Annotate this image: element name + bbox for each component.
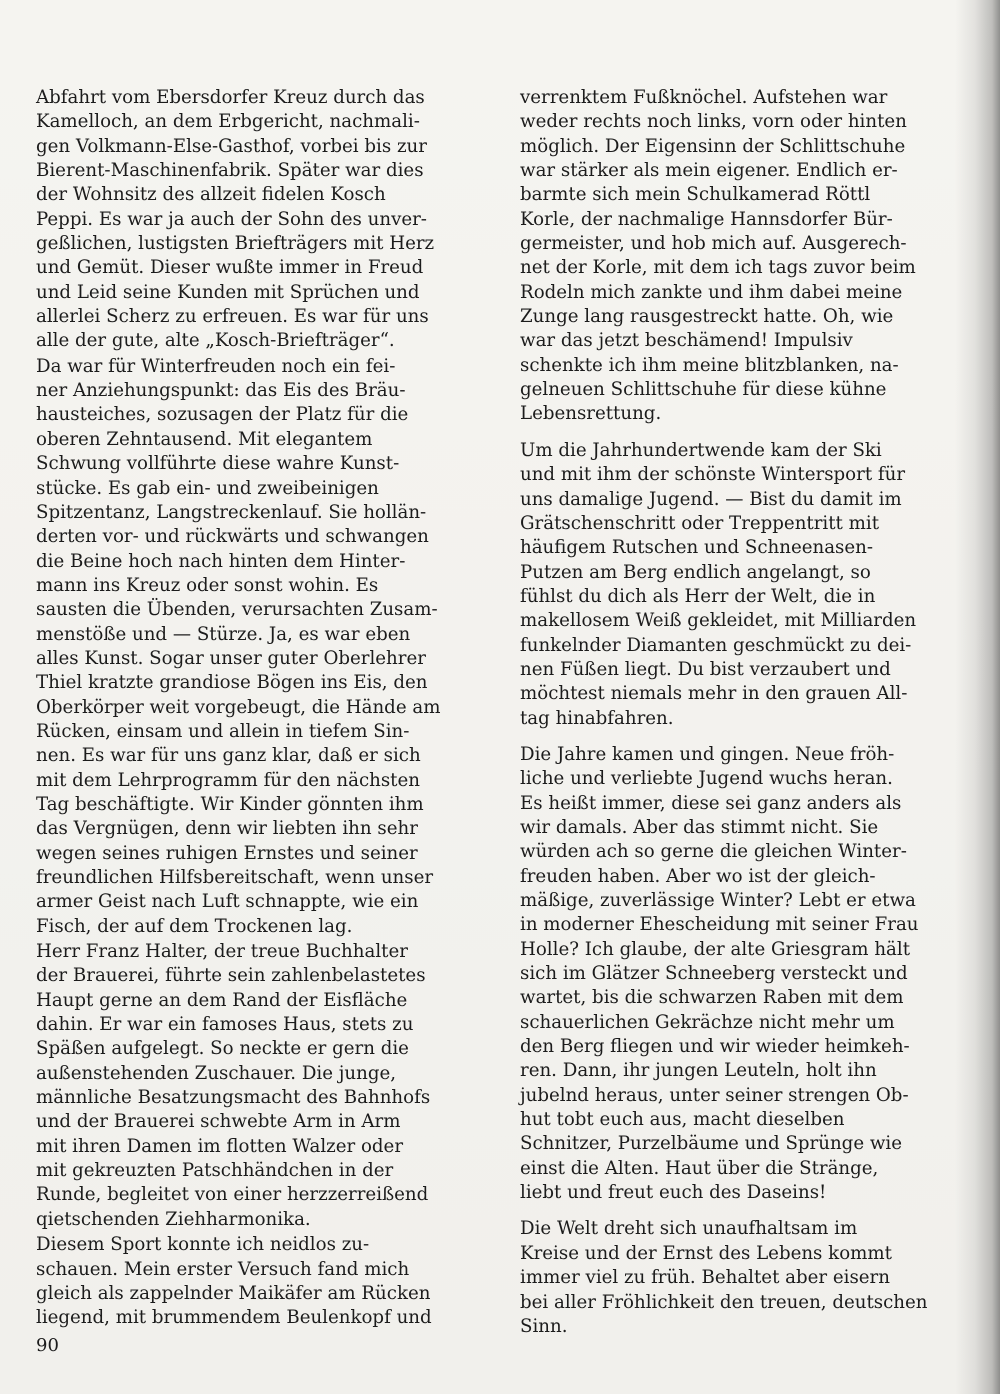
paragraph-jahrhundertwende: Um die Jahrhundertwende kam der Ski und mit ihm der schönste Wintersport für uns damalige Jugend. — Bist du damit im Grätschenschritt oder Treppentritt mit häufigem Rutschen und Schneenasen- Putzen am Berg endlich angelangt, so fühlst du dich als Herr der Welt, die in makellosem Weiß gekleidet, mit Milliarden funkelnder Diamanten geschmückt zu dei- nen Füßen liegt. Du bist verzaubert und möchtest niemals mehr in den grauen All- tag hinabfahren. <box>520 439 917 729</box>
right-text-column <box>520 86 975 1339</box>
paragraph-franz-halter: Herr Franz Halter, der treue Buchhalter der Brauerei, führte sein zahlenbelastetes Haupt gerne an dem Rand der Eisfläche dahin. Er war ein famoses Haus, stets zu Späßen aufgelegt. So neckte er gern die außenstehenden Zuschauer. Die junge, männliche Besatzungsmacht des Bahnhofs und der Brauerei schwebte Arm in Arm mit ihren Damen im flotten Walzer oder mit gekreuzten Patschhändchen in der Runde, begleitet von einer herzzerreißend qietschenden Ziehharmonika. <box>36 941 431 1230</box>
paragraph-diesem-sport: Diesem Sport konnte ich neidlos zu- schauen. Mein erster Versuch fand mich gleich als zappelnder Maikäfer am Rücken liegend, mit brummendem Beulenkopf und <box>36 1234 432 1329</box>
paragraph-abfahrt: Abfahrt vom Ebersdorfer Kreuz durch das Kamelloch, an dem Erbgericht, nachmali- gen Volkmann-Else-Gasthof, vorbei bis zur Bierent-Maschinenfabrik. Später war dies der Wohnsitz des allzeit fidelen Kosch Peppi. Es war ja auch der Sohn des unver- geßlichen, lustigsten Briefträgers mit Herz und Gemüt. Dieser wußte immer in Freud und Leid seine Kunden mit Sprüchen und allerlei Scherz zu erfreuen. Es war für uns alle der gute, alte „Kosch-Briefträger“. <box>36 87 435 352</box>
paragraph-die-jahre: Die Jahre kamen und gingen. Neue fröh- liche und verliebte Jugend wuchs heran. Es heißt immer, diese sei ganz anders als wir damals. Aber das stimmt nicht. Sie würden ach so gerne die gleichen Winter- freuden haben. Aber wo ist der gleich- mäßige, zuverlässige Winter? Lebt er etwa in moderner Ehescheidung mit seiner Frau Holle? Ich glaube, der alte Griesgram hält sich im Glätzer Schneeberg versteckt und wartet, bis die schwarzen Raben mit dem schauerlichen Gekrächze nicht mehr um den Berg fliegen und wir wieder heimkeh- ren. Dann, ihr jungen Leuteln, holt ihn jubelnd heraus, unter seiner strengen Ob- hut tobt euch aus, macht dieselben Schnitzer, Purzelbäume und Sprünge wie einst die Alten. Haut über die Stränge, liebt und freut euch des Daseins! <box>520 743 919 1204</box>
paragraph-verrenktem: verrenktem Fußknöchel. Aufstehen war weder rechts noch links, vorn oder hinten möglich. Der Eigensinn der Schlittschuhe war stärker als mein eigener. Endlich er- barmte sich mein Schulkamerad Röttl Korle, der nachmalige Hannsdorfer Bür- germeister, und hob mich auf. Ausgerech- net der Korle, mit dem ich tags zuvor beim Rodeln mich zankte und ihm dabei meine Zunge lang rausgestreckt hatte. Oh, wie war das jetzt beschämend! Impulsiv schenkte ich ihm meine blitzblanken, na- gelneuen Schlittschuhe für diese kühne Lebensrettung. <box>520 87 916 425</box>
paragraph-winterfreuden: Da war für Winterfreuden noch ein fei- ner Anziehungspunkt: das Eis des Bräu- hausteiches, sozusagen der Platz für die oberen Zehntausend. Mit elegantem Schwung vollführte diese wahre Kunst- stücke. Es gab ein- und zweibeinigen Spitzentanz, Langstreckenlauf. Sie hollän- derten vor- und rückwärts und schwangen die Beine hoch nach hinten dem Hinter- mann ins Kreuz oder sonst wohin. Es sausten die Übenden, verursachten Zusam- menstöße und — Stürze. Ja, es war eben alles Kunst. Sogar unser guter Oberlehrer Thiel kratzte grandiose Bögen ins Eis, den Oberkörper weit vorgebeugt, die Hände am Rücken, einsam und allein in tiefem Sin- nen. Es war für uns ganz klar, daß er sich mit dem Lehrprogramm für den nächsten Tag beschäftigte. Wir Kinder gönnten ihm das Vergnügen, denn wir liebten ihn sehr wegen seines ruhigen Ernstes und seiner freundlichen Hilfsbereitschaft, wenn unser armer Geist nach Luft schnappte, wie ein Fisch, der auf dem Trockenen lag. <box>36 355 441 937</box>
page-number: 90 <box>36 1335 59 1356</box>
left-text-column <box>36 86 491 1331</box>
paragraph-die-welt: Die Welt dreht sich unaufhaltsam im Kreise und der Ernst des Lebens kommt immer viel zu früh. Behaltet aber eisern bei aller Fröhlichkeit den treuen, deutschen Sinn. <box>520 1218 928 1337</box>
